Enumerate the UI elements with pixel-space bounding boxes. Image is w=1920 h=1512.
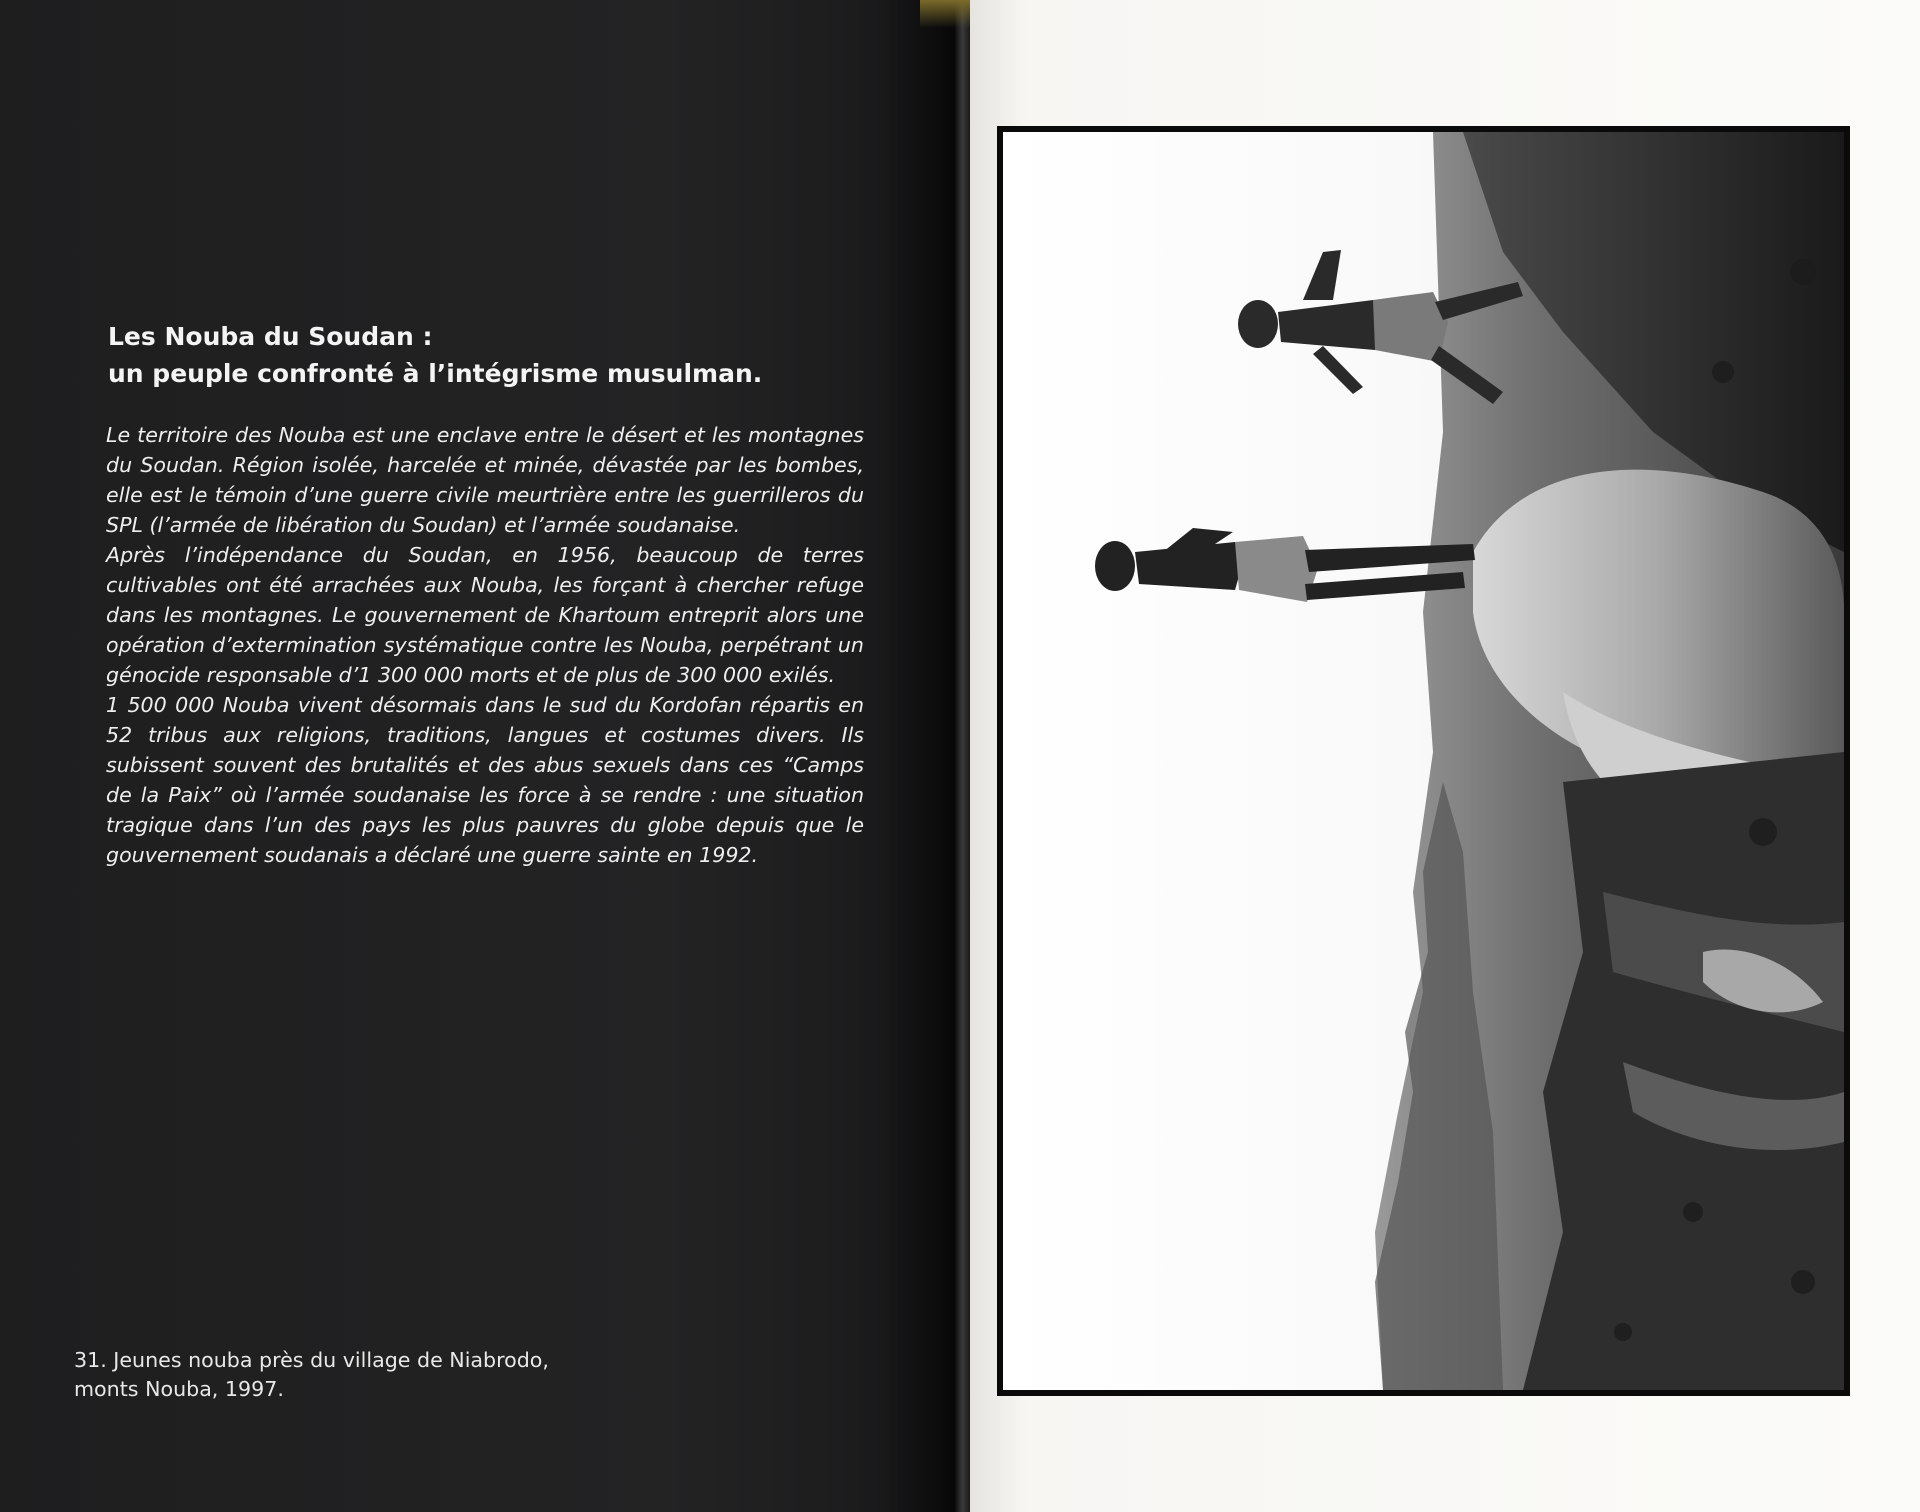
photo-illustration: [1003, 132, 1844, 1390]
heading-line-1: Les Nouba du Soudan :: [108, 322, 433, 351]
photo-frame: [997, 126, 1850, 1396]
photo-caption: [74, 1346, 594, 1404]
paragraph-3: 1 500 000 Nouba vivent désormais dans le sud du Kordofan répartis en 52 tribus aux religions, traditions, langues et costumes divers. Ils subissent souvent des brutalités et des abus sexuels dans ces “Camps de la Paix” où l’armée soudanaise les force à se rendre : une situation tragique dans l’un des pays les plus pauvres du globe depuis que le gouvernement soudanais a déclaré une guerre sainte en 1992.: [106, 693, 864, 867]
caption-line-1: 31. Jeunes nouba près du village de Niabrodo,: [74, 1348, 549, 1372]
left-page: [0, 0, 955, 1512]
photograph: [1003, 132, 1844, 1390]
caption-line-2: monts Nouba, 1997.: [74, 1377, 284, 1401]
paragraph-1: Le territoire des Nouba est une enclave entre le désert et les montagnes du Soudan. Région isolée, harcelée et minée, dévastée par les bombes, elle est le témoin d’une guerre civile meurtrière entre les guerrilleros du SPL (l’armée de libération du Soudan) et l’armée soudanaise.: [106, 423, 864, 537]
page-heading: [108, 318, 848, 392]
heading-line-2: un peuple confronté à l’intégrisme musulman.: [108, 359, 763, 388]
book-gutter: [955, 0, 970, 1512]
body-text: [106, 420, 864, 870]
paragraph-2: Après l’indépendance du Soudan, en 1956, beaucoup de terres cultivables ont été arrachées aux Nouba, les forçant à chercher refuge dans les montagnes. Le gouvernement de Khartoum entreprit alors une opération d’extermination systématique contre les Nouba, perpétrant un génocide responsable d’1 300 000 morts et de plus de 300 000 exilés.: [106, 543, 864, 687]
page-shadow: [880, 0, 955, 1512]
